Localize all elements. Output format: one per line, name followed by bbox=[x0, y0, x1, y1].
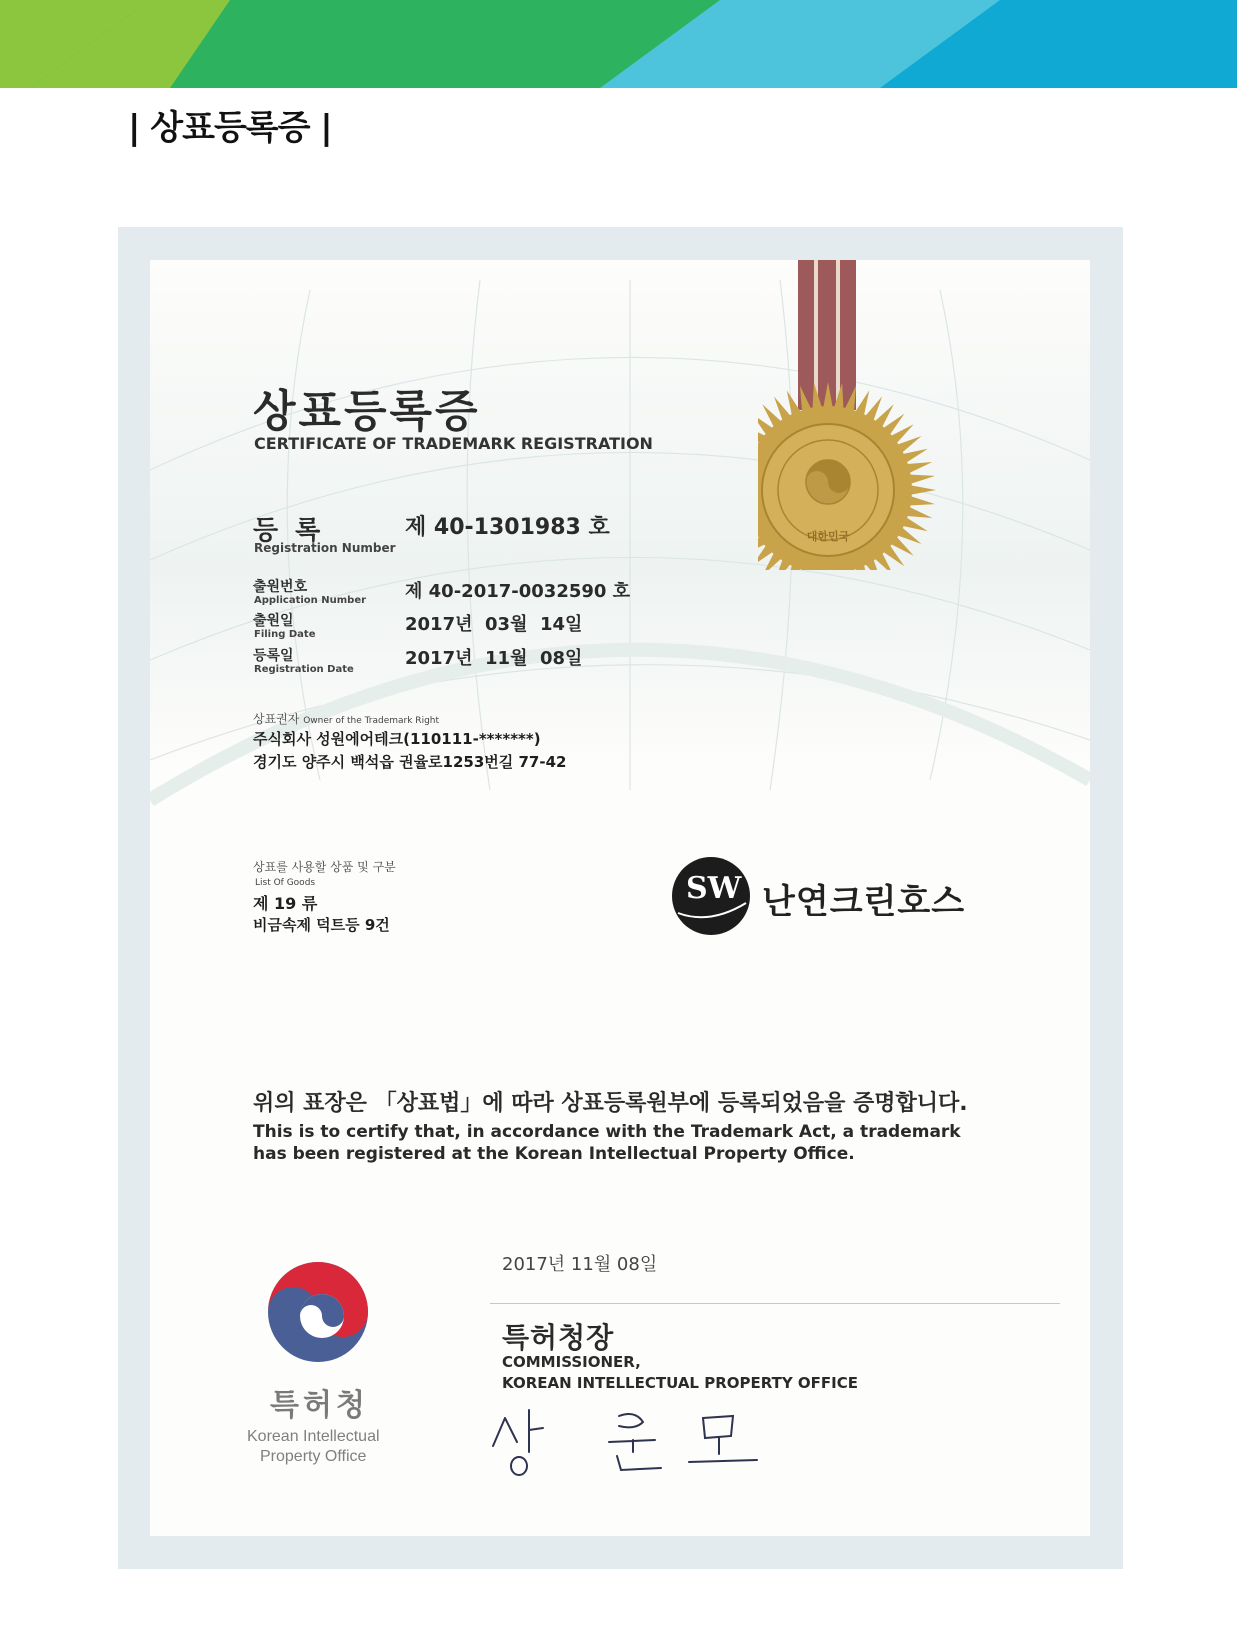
sw-logo-icon bbox=[670, 855, 752, 937]
registration-number: 제 40-1301983 호 bbox=[405, 515, 610, 540]
commissioner-title-ko: 특허청장 bbox=[502, 1321, 615, 1354]
page-heading: | 상표등록증 | bbox=[128, 108, 332, 148]
certificate bbox=[150, 260, 1090, 1536]
registration-date: 2017년 11월 08일 bbox=[405, 648, 583, 669]
goods-label-ko: 상표를 사용할 상품 및 구분 bbox=[253, 860, 396, 874]
owner-label bbox=[253, 710, 439, 727]
gold-seal-icon bbox=[758, 260, 978, 570]
goods-label-en: List Of Goods bbox=[255, 878, 316, 888]
filing-date-label-en: Filing Date bbox=[254, 629, 316, 640]
owner-label-en: Owner of the Trademark Right bbox=[303, 716, 440, 726]
owner-name: 주식회사 성원에어테크(110111-*******) bbox=[253, 730, 541, 748]
application-label-ko: 출원번호 bbox=[253, 579, 308, 595]
application-label-en: Application Number bbox=[254, 595, 367, 606]
commissioner-title-en-line2: KOREAN INTELLECTUAL PROPERTY OFFICE bbox=[502, 1374, 859, 1392]
kipo-emblem-icon bbox=[264, 1258, 372, 1366]
kipo-name-en-line1: Korean Intellectual bbox=[247, 1428, 380, 1445]
sw-logo-letters: SW bbox=[686, 871, 742, 906]
goods-description: 비금속제 덕트등 9건 bbox=[253, 916, 390, 934]
certificate-title-en: CERTIFICATE OF TRADEMARK REGISTRATION bbox=[254, 434, 653, 453]
top-banner bbox=[0, 0, 1237, 88]
svg-text:성 윤 모: 성 윤 모 bbox=[485, 1400, 489, 1401]
kipo-name-ko: 특허청 bbox=[270, 1388, 369, 1423]
commissioner-signature bbox=[485, 1400, 775, 1480]
seal-text: 대한민국 bbox=[806, 530, 850, 543]
certification-statement-en-line1: This is to certify that, in accordance with the Trademark Act, a trademark bbox=[253, 1122, 961, 1142]
registration-date-label-en: Registration Date bbox=[254, 664, 354, 675]
signature-divider bbox=[490, 1303, 1060, 1304]
certification-statement-en-line2: has been registered at the Korean Intellectual Property Office. bbox=[253, 1144, 855, 1164]
filing-date: 2017년 03월 14일 bbox=[405, 614, 583, 635]
owner-label-ko: 상표권자 bbox=[253, 712, 300, 726]
registration-date-label-ko: 등록일 bbox=[253, 648, 294, 664]
filing-date-label-ko: 출원일 bbox=[253, 613, 294, 629]
certificate-title-ko: 상표등록증 bbox=[253, 386, 481, 437]
trademark-name: 난연크린호스 bbox=[762, 882, 966, 922]
goods-class: 제 19 류 bbox=[253, 894, 318, 913]
registration-label-en: Registration Number bbox=[254, 541, 396, 555]
commissioner-title-en-line1: COMMISSIONER, bbox=[502, 1353, 641, 1371]
registration-label-ko: 등 록 bbox=[253, 516, 325, 546]
application-number: 제 40-2017-0032590 호 bbox=[405, 581, 631, 602]
kipo-name-en-line2: Property Office bbox=[260, 1448, 367, 1465]
owner-address: 경기도 양주시 백석읍 권율로1253번길 77-42 bbox=[253, 753, 567, 771]
certification-statement-ko: 위의 표장은 「상표법」에 따라 상표등록원부에 등록되었음을 증명합니다. bbox=[253, 1091, 968, 1116]
issue-date: 2017년 11월 08일 bbox=[502, 1254, 658, 1275]
